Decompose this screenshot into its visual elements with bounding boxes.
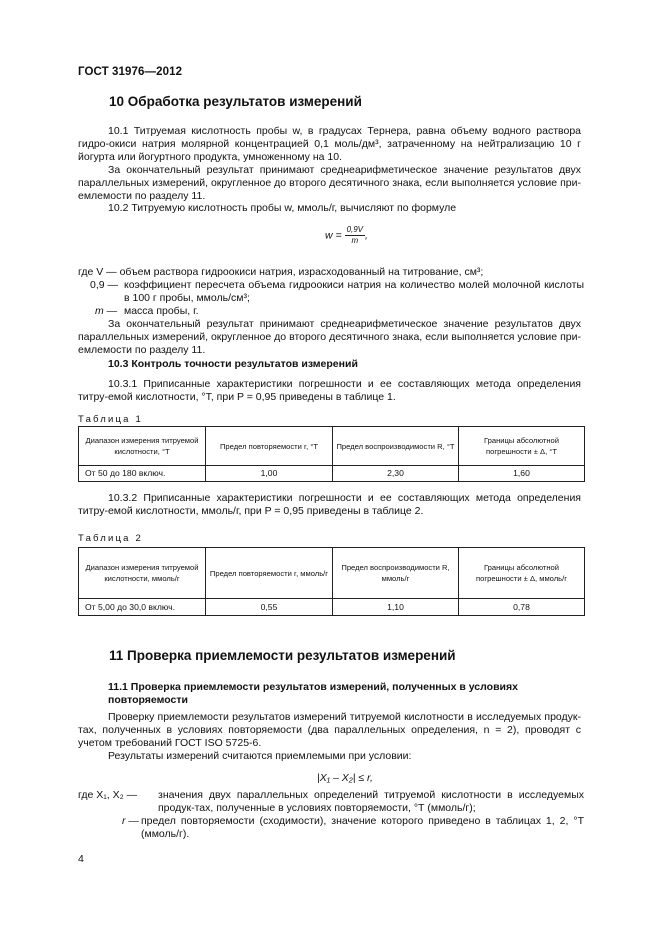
paragraph-final-result-1: За окончательный результат принимают среднеарифметическое значение результатов двух параллельных измерений, округленное до второго десятичного знака, если выполняется условие при-емлемости по разделу 11. bbox=[78, 164, 581, 202]
table-2-cell-error-bounds: 0,78 bbox=[459, 599, 585, 616]
table-1-cell-repeatability: 1,00 bbox=[206, 466, 333, 482]
where-m-prefix: m — bbox=[95, 305, 118, 317]
table-1 bbox=[78, 426, 585, 482]
where-coef-prefix: 0,9 — bbox=[90, 279, 119, 291]
where-r-text: предел повторяемости (сходимости), значение которого приведено в таблицах 1, 2, °Т (ммоль/г). bbox=[141, 815, 584, 840]
paragraph-10-2: 10.2 Титруемую кислотность пробы w, ммоль/г, вычисляют по формуле bbox=[108, 202, 457, 214]
subsection-10-3-title: 10.3 Контроль точности результатов измерений bbox=[108, 358, 358, 370]
table-1-header-range: Диапазон измерения титруемой кислотности, °Т bbox=[79, 427, 206, 466]
table-1-header-reproducibility: Предел воспроизводимости R, °Т bbox=[333, 427, 459, 466]
where-x-prefix: где X₁, X₂ — bbox=[78, 789, 138, 801]
table-row bbox=[79, 599, 585, 616]
section-11-title: 11 Проверка приемлемости результатов измерений bbox=[109, 648, 456, 663]
table-2-cell-repeatability: 0,55 bbox=[206, 599, 333, 616]
table-1-cell-error-bounds: 1,60 bbox=[459, 466, 585, 482]
table-1-header-repeatability: Предел повторяемости r, °Т bbox=[206, 427, 333, 466]
table-2-cell-reproducibility: 1,10 bbox=[333, 599, 459, 616]
paragraph-acceptance-condition: Результаты измерений считаются приемлемыми при условии: bbox=[108, 750, 412, 762]
where-v-prefix: где V — bbox=[78, 266, 117, 278]
formula-denominator: m bbox=[351, 236, 359, 245]
subsection-11-1-title: 11.1 Проверка приемлемости результатов измерений, полученных в условиях повторяемости bbox=[108, 681, 518, 706]
paragraph-10-1: 10.1 Титруемая кислотность пробы w, в градусах Тернера, равна объему водного раствора гидро-окиси натрия молярной концентрацией 0,1 моль/дм³, затраченному на нейтрализацию 10 г йогурта или йогуртного продукта, умноженному на 10. bbox=[78, 125, 581, 163]
table-1-header-error-bounds: Границы абсолютной погрешности ± Δ, °Т bbox=[459, 427, 585, 466]
table-row bbox=[79, 466, 585, 482]
doc-code-header: ГОСТ 31976—2012 bbox=[78, 66, 183, 78]
paragraph-final-result-2: За окончательный результат принимают среднеарифметическое значение результатов двух параллельных измерений, округленное до второго десятичного знака, если выполняется условие при-емлемости по разделу 11. bbox=[78, 318, 581, 356]
where-r-prefix: r — bbox=[122, 815, 139, 827]
table-2-header-reproducibility: Предел воспроизводимости R, ммоль/г bbox=[333, 548, 459, 599]
where-m-text: масса пробы, г. bbox=[124, 305, 199, 317]
table-1-caption: Таблица 1 bbox=[78, 414, 143, 425]
table-2 bbox=[78, 547, 585, 616]
section-10-title: 10 Обработка результатов измерений bbox=[109, 94, 362, 109]
formula-tail: , bbox=[365, 229, 368, 242]
paragraph-10-3-2: 10.3.2 Приписанные характеристики погрешности и ее составляющих метода определения титру-емой кислотности, ммоль/г, при P = 0,95 приведены в таблице 2. bbox=[78, 492, 581, 517]
table-2-header-repeatability: Предел повторяемости r, ммоль/г bbox=[206, 548, 333, 599]
where-x-text: значения двух параллельных определений титруемой кислотности в исследуемых продук-тах, полученные в условиях повторяемости, °Т (ммоль/г); bbox=[158, 789, 584, 814]
formula-w bbox=[325, 225, 368, 246]
page-number: 4 bbox=[78, 853, 84, 865]
table-1-cell-range: От 50 до 180 включ. bbox=[79, 466, 206, 482]
table-2-header-range: Диапазон измерения титруемой кислотности, ммоль/г bbox=[79, 548, 206, 599]
where-v-text: объем раствора гидроокиси натрия, израсходованный на титрование, см³; bbox=[119, 266, 484, 278]
table-1-header-row bbox=[79, 427, 585, 466]
where-v bbox=[78, 266, 588, 279]
formula-numerator: 0,9V bbox=[346, 225, 364, 234]
table-2-header-error-bounds: Границы абсолютной погрешности ± Δ, ммоль/г bbox=[459, 548, 585, 599]
formula-lhs: w = bbox=[325, 229, 342, 242]
table-2-cell-range: От 5,00 до 30,0 включ. bbox=[79, 599, 206, 616]
formula-fraction bbox=[345, 225, 365, 246]
paragraph-11-1: Проверку приемлемости результатов измерений титруемой кислотности в исследуемых продук-тах, полученных в условиях повторяемости (два параллельных определения, n = 2), проводят с учетом требований ГОСТ ISO 5725-6. bbox=[78, 711, 581, 749]
formula-acceptance: |X₁ – X₂| ≤ r, bbox=[317, 772, 373, 784]
table-2-header-row bbox=[79, 548, 585, 599]
table-1-cell-reproducibility: 2,30 bbox=[333, 466, 459, 482]
where-coef-text: коэффициент пересчета объема гидроокиси натрия на количество молей молочной кислоты в 100 г пробы, ммоль/см³; bbox=[124, 279, 584, 304]
paragraph-10-3-1: 10.3.1 Приписанные характеристики погрешности и ее составляющих метода определения титру-емой кислотности, °Т, при P = 0,95 приведены в таблице 1. bbox=[78, 378, 581, 403]
table-2-caption: Таблица 2 bbox=[78, 533, 143, 544]
